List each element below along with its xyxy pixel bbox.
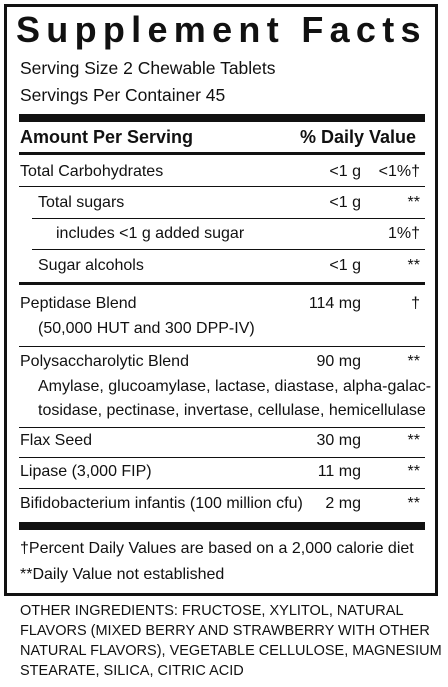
- other-ingredients-line: FLAVORS (MIXED BERRY AND STRAWBERRY WITH OTHER: [20, 623, 430, 639]
- row-flax-name: Flax Seed: [20, 432, 93, 449]
- other-ingredients-line: STEARATE, SILICA, CITRIC ACID: [20, 663, 244, 679]
- row-poly-name: Polysaccharolytic Blend: [20, 353, 189, 370]
- header-divider: [19, 152, 425, 155]
- row-carbs-name: Total Carbohydrates: [20, 163, 164, 180]
- row-peptidase-dv: †: [411, 295, 420, 312]
- footnote-established: **Daily Value not established: [20, 566, 225, 583]
- serving-size: Serving Size 2 Chewable Tablets: [20, 58, 276, 78]
- row-divider: [19, 346, 425, 347]
- row-flax-dv: **: [407, 432, 420, 449]
- row-divider: [32, 249, 425, 250]
- servings-per-container: Servings Per Container 45: [20, 85, 226, 105]
- row-poly-amount: 90 mg: [316, 353, 361, 370]
- row-carbs-amount: <1 g: [329, 163, 361, 180]
- row-alcohols-amount: <1 g: [329, 257, 361, 274]
- row-poly-sub2: tosidase, pectinase, invertase, cellulase, hemicellulase: [38, 402, 426, 419]
- row-carbs-dv: <1%†: [378, 163, 420, 180]
- row-bifido-name: Bifidobacterium infantis (100 million cfu): [20, 495, 303, 512]
- row-flax-amount: 30 mg: [316, 432, 361, 449]
- row-alcohols-dv: **: [407, 257, 420, 274]
- row-bifido-amount: 2 mg: [325, 495, 361, 512]
- row-divider: [19, 457, 425, 458]
- other-ingredients: [20, 601, 440, 681]
- row-peptidase-name: Peptidase Blend: [20, 295, 137, 312]
- panel-title: Supplement Facts: [16, 9, 427, 50]
- row-lipase-name: Lipase (3,000 FIP): [20, 463, 152, 480]
- row-sugars-amount: <1 g: [329, 194, 361, 211]
- row-divider: [32, 218, 425, 219]
- daily-value-header: % Daily Value: [300, 127, 417, 147]
- row-lipase-amount: 11 mg: [317, 463, 361, 480]
- row-sugars-name: Total sugars: [38, 194, 125, 211]
- row-divider: [19, 488, 425, 489]
- footnote-percent: †Percent Daily Values are based on a 2,000 calorie diet: [20, 540, 414, 557]
- row-bifido-dv: **: [407, 495, 420, 512]
- thick-divider-top: [19, 114, 425, 122]
- thick-divider-bottom: [19, 522, 425, 530]
- row-sugars-dv: **: [407, 194, 420, 211]
- other-ingredients-line: NATURAL FLAVORS), VEGETABLE CELLULOSE, MAGNESIUM: [20, 643, 442, 659]
- other-ingredients-line: OTHER INGREDIENTS: FRUCTOSE, XYLITOL, NATURAL: [20, 603, 404, 619]
- amount-per-serving-header: Amount Per Serving: [20, 127, 194, 147]
- row-poly-dv: **: [407, 353, 420, 370]
- section-divider: [19, 282, 425, 285]
- row-peptidase-amount: 114 mg: [308, 295, 361, 312]
- row-poly-sub1: Amylase, glucoamylase, lactase, diastase, alpha-galac-: [38, 378, 432, 395]
- row-lipase-dv: **: [407, 463, 420, 480]
- row-alcohols-name: Sugar alcohols: [38, 257, 144, 274]
- row-added-sugar-name: includes <1 g added sugar: [56, 225, 245, 242]
- row-peptidase-sub: (50,000 HUT and 300 DPP-IV): [38, 320, 255, 337]
- row-added-sugar-dv: 1%†: [387, 225, 420, 242]
- row-divider: [19, 186, 425, 187]
- row-divider: [19, 427, 425, 428]
